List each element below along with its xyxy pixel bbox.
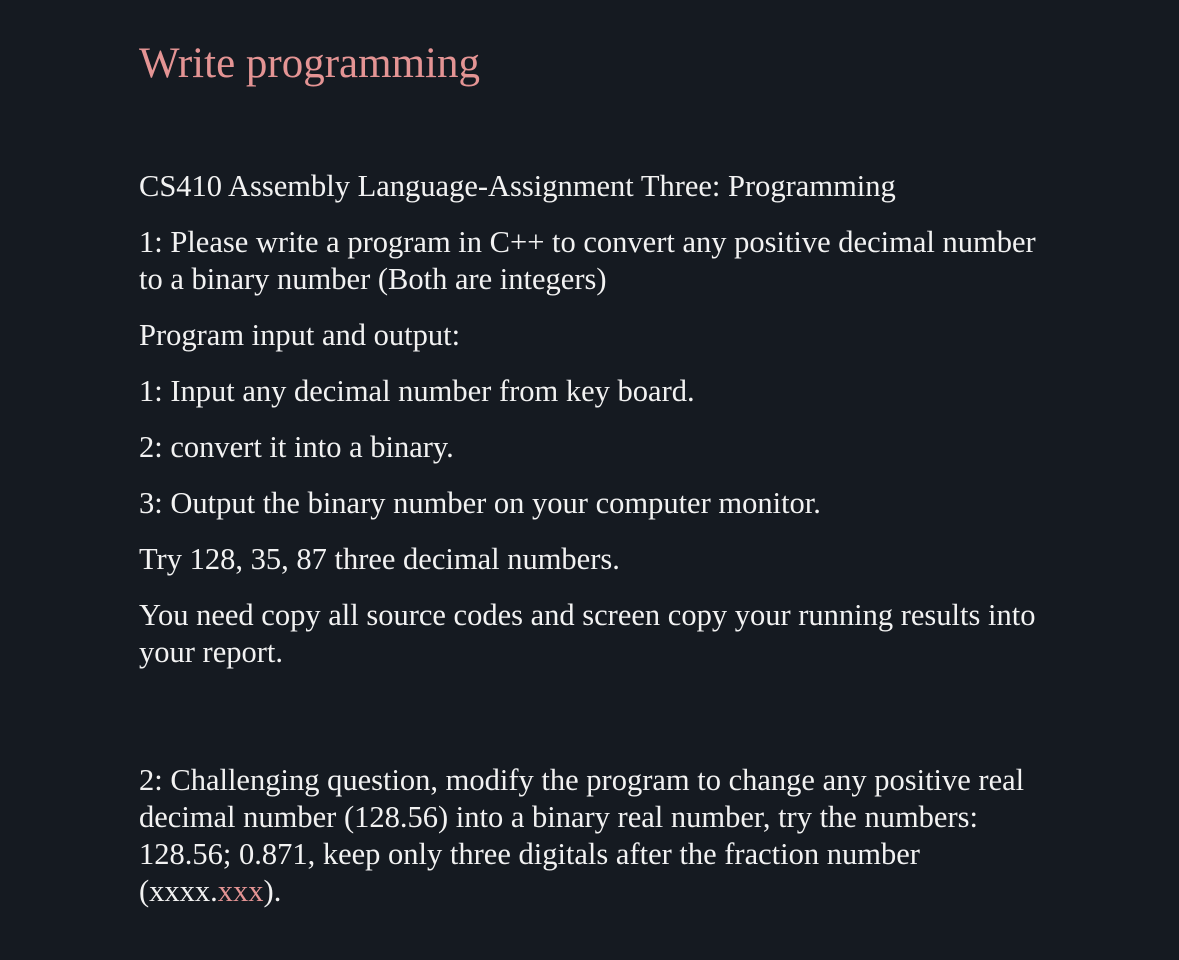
step-2: 2: convert it into a binary.: [139, 430, 454, 464]
page-title: Write programming: [139, 40, 480, 87]
io-heading: Program input and output:: [139, 318, 461, 352]
step-1: 1: Input any decimal number from key board.: [139, 374, 695, 408]
assignment-body: [139, 168, 1039, 910]
challenge-text: 2: Challenging question, modify the program to change any positive real decimal number (128.56) into a binary real number, try the numbers: 128.56; 0.871, keep only three digitals after the fraction number (xxxx.: [139, 763, 1025, 908]
course-title: CS410 Assembly Language-Assignment Three: Programming: [139, 169, 896, 203]
step-3: 3: Output the binary number on your computer monitor.: [139, 486, 821, 520]
challenge-question: [139, 762, 1039, 910]
task-1-description: 1: Please write a program in C++ to convert any positive decimal number to a binary number (Both are integers): [139, 225, 1036, 296]
fraction-digits-highlight: xxx: [217, 874, 264, 908]
report-instructions: You need copy all source codes and screen copy your running results into your report.: [139, 598, 1036, 669]
try-numbers-line: Try 128, 35, 87 three decimal numbers.: [139, 542, 620, 576]
challenge-text-end: ).: [263, 874, 282, 908]
